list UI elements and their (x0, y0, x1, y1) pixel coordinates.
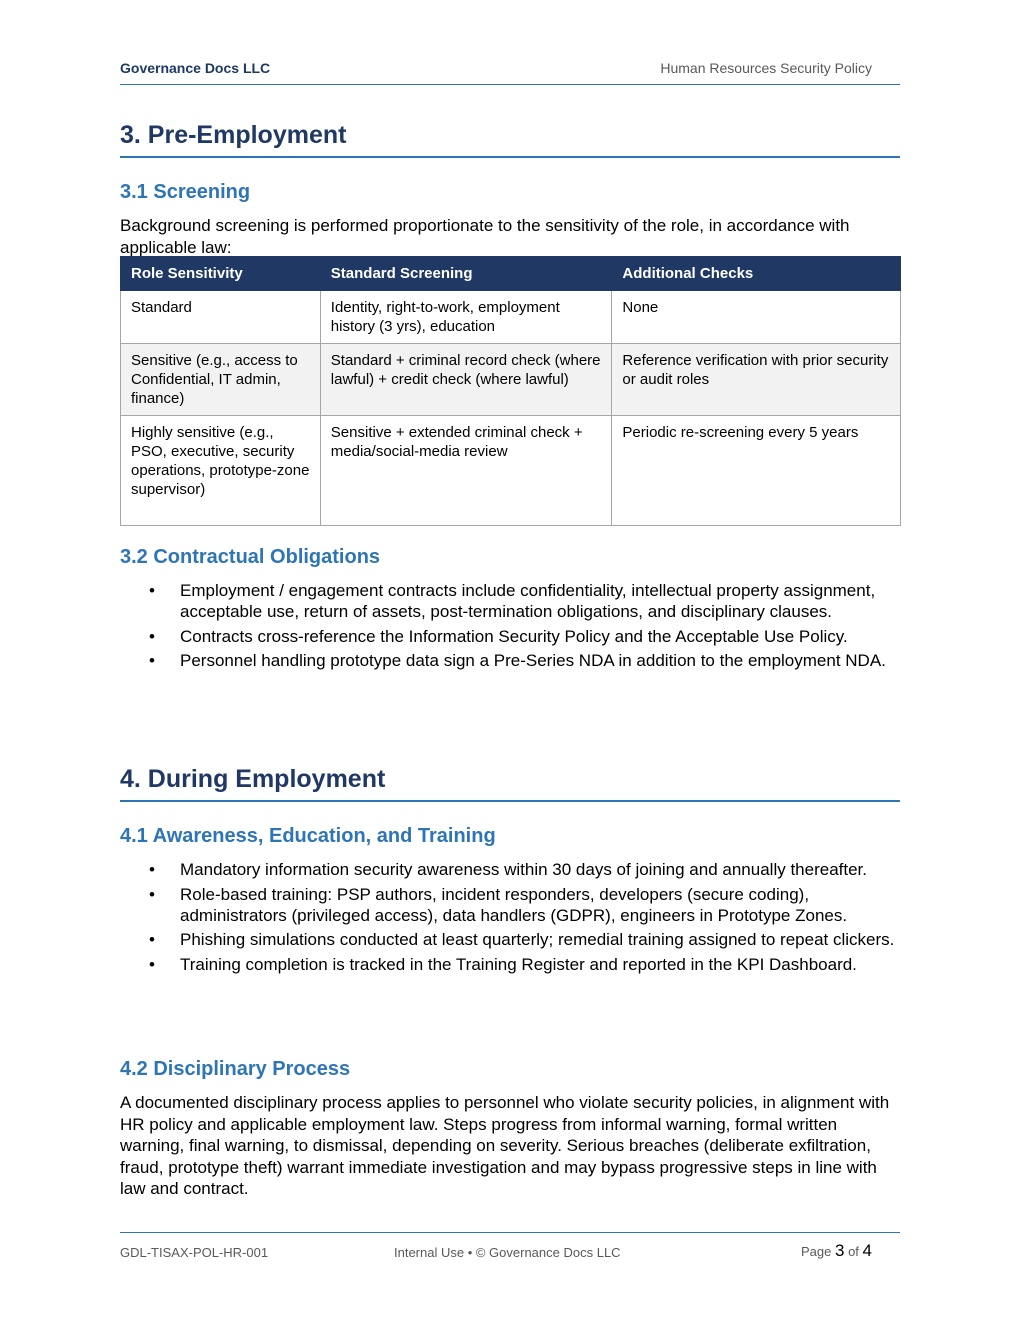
table-row (121, 416, 901, 526)
bullet-icon: • (149, 884, 155, 904)
subsection-3-2-heading: 3.2 Contractual Obligations (120, 546, 381, 568)
current-page: 3 (834, 1241, 845, 1260)
table-cell: Periodic re-screening every 5 years (612, 416, 901, 526)
bullet-icon: • (149, 626, 155, 646)
list-item-text: Employment / engagement contracts include confidentiality, intellectual property assignment, acceptable use, return of assets, post-termination obligations, and disciplinary clauses. (180, 581, 876, 621)
bullet-icon: • (149, 954, 155, 974)
list-item-text: Contracts cross-reference the Information Security Policy and the Acceptable Use Policy. (180, 626, 848, 646)
page-label: Page (800, 1244, 832, 1259)
bullet-icon: • (149, 581, 155, 600)
list-item (120, 884, 900, 926)
list-item-text: Personnel handling prototype data sign a Pre-Series NDA in addition to the employment NDA. (180, 651, 886, 670)
table-cell: Standard + criminal record check (where lawful) + credit check (where lawful) (320, 344, 612, 416)
list-item-text: Phishing simulations conducted at least quarterly; remedial training assigned to repeat clickers. (180, 930, 895, 949)
header-company: Governance Docs LLC (120, 60, 271, 76)
table-cell: Sensitive (e.g., access to Confidential, IT admin, finance) (121, 344, 321, 416)
page-footer (120, 1232, 900, 1260)
table-cell: Identity, right-to-work, employment history (3 yrs), education (320, 291, 612, 344)
table-cell: Standard (121, 291, 321, 344)
table-cell: Sensitive + extended criminal check + media/social-media review (320, 416, 612, 526)
bullet-icon: • (149, 651, 155, 670)
footer-classification: Internal Use • © Governance Docs LLC (394, 1245, 621, 1260)
section-3-title: 3. Pre-Employment (120, 120, 900, 158)
section-4-title: 4. During Employment (120, 764, 900, 802)
list-item (120, 954, 900, 975)
table-cell: Reference verification with prior security or audit roles (612, 344, 901, 416)
column-header: Standard Screening (320, 257, 612, 291)
awareness-bullet-list (120, 859, 900, 978)
table-header-row (121, 257, 901, 291)
screening-table (120, 256, 901, 526)
table-row (121, 291, 901, 344)
subsection-4-1-heading: 4.1 Awareness, Education, and Training (120, 825, 496, 847)
footer-doc-id: GDL-TISAX-POL-HR-001 (120, 1245, 269, 1260)
table-row (121, 344, 901, 416)
total-pages: 4 (862, 1241, 872, 1260)
column-header: Role Sensitivity (121, 257, 321, 291)
of-label: of (848, 1244, 859, 1259)
disciplinary-text: A documented disciplinary process applies to personnel who violate security policies, in alignment with HR policy and applicable employment law. Steps progress from informal warning, formal written warning, final warning, to dismissal, depending on severity. Serious breaches (deliberate exfiltration, fraud, prototype theft) warrant immediate investigation and may bypass progressive steps in line with law and contract. (120, 1093, 890, 1198)
header-doc-title: Human Resources Security Policy (660, 60, 872, 76)
table-cell: None (612, 291, 901, 344)
table-cell: Highly sensitive (e.g., PSO, executive, security operations, prototype-zone supervisor) (121, 416, 321, 526)
list-item (120, 650, 900, 671)
bullet-icon: • (149, 930, 155, 949)
bullet-icon: • (149, 860, 155, 879)
list-item (120, 580, 900, 622)
subsection-4-2-heading: 4.2 Disciplinary Process (120, 1058, 351, 1080)
list-item-text: Role-based training: PSP authors, incident responders, developers (secure coding), administrators (privileged access), data handlers (GDPR), engineers in Prototype Zones. (180, 884, 848, 925)
list-item (120, 929, 900, 950)
contractual-bullet-list (120, 580, 900, 675)
page-header (120, 60, 900, 85)
list-item-text: Training completion is tracked in the Training Register and reported in the KPI Dashboard. (180, 954, 857, 974)
screening-intro: Background screening is performed proportionate to the sensitivity of the role, in accordance with applicable law: (120, 216, 850, 257)
column-header: Additional Checks (612, 257, 901, 291)
list-item (120, 626, 900, 647)
page-number (801, 1241, 872, 1261)
list-item (120, 859, 900, 880)
list-item-text: Mandatory information security awareness within 30 days of joining and annually thereafter. (180, 860, 867, 879)
subsection-3-1-heading: 3.1 Screening (120, 181, 251, 203)
